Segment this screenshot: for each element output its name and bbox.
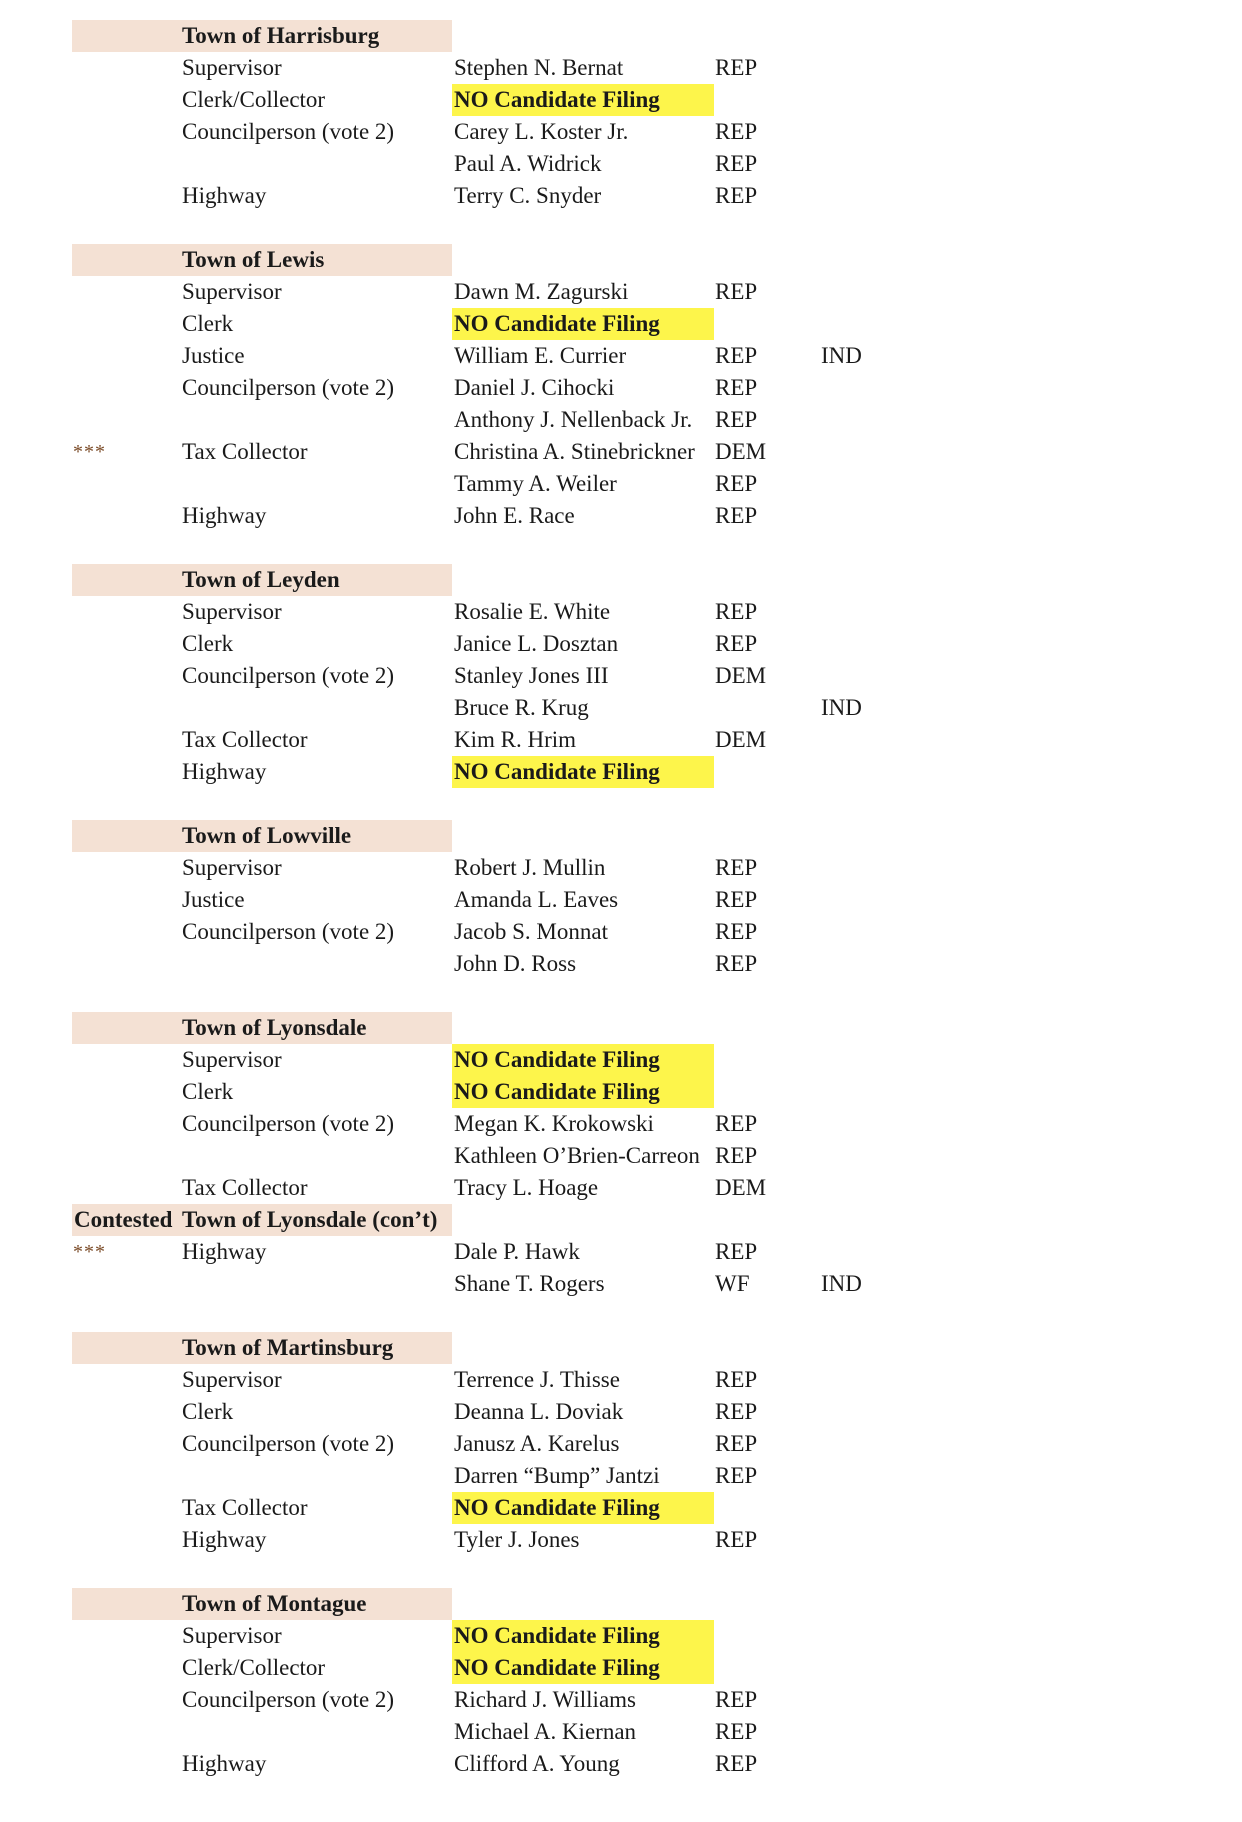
office-label: Highway xyxy=(182,759,267,784)
candidate-row xyxy=(0,1140,1242,1172)
candidate-name: Richard J. Williams xyxy=(454,1687,636,1712)
party-secondary: IND xyxy=(821,695,862,720)
candidate-row xyxy=(0,1428,1242,1460)
town-title: Town of Lewis xyxy=(182,247,325,272)
candidate-name: Jacob S. Monnat xyxy=(454,919,608,944)
party-primary: REP xyxy=(715,1751,758,1776)
candidate-name: John E. Race xyxy=(454,503,575,528)
candidate-name: Janice L. Dosztan xyxy=(454,631,619,656)
candidate-row xyxy=(0,724,1242,756)
town-title: Town of Martinsburg xyxy=(182,1335,394,1360)
town-title: Town of Harrisburg xyxy=(182,23,380,48)
town-title: Town of Montague xyxy=(182,1591,367,1616)
candidate-name: Tracy L. Hoage xyxy=(454,1175,599,1200)
candidate-list xyxy=(0,20,1242,1780)
office-label: Justice xyxy=(182,887,245,912)
candidate-name: Kim R. Hrim xyxy=(454,727,577,752)
party-primary: REP xyxy=(715,55,758,80)
town-header-row xyxy=(0,820,1242,852)
candidate-row xyxy=(0,1748,1242,1780)
office-label: Tax Collector xyxy=(182,1495,308,1520)
candidate-name: Anthony J. Nellenback Jr. xyxy=(454,407,693,432)
town-title: Town of Leyden xyxy=(182,567,340,592)
office-label: Clerk/Collector xyxy=(182,1655,326,1680)
candidate-row xyxy=(0,852,1242,884)
office-label: Supervisor xyxy=(182,1047,282,1072)
contested-label: Contested xyxy=(74,1207,173,1232)
candidate-row xyxy=(0,1620,1242,1652)
contest-marker: *** xyxy=(73,441,106,463)
candidate-name: Megan K. Krokowski xyxy=(454,1111,654,1136)
office-label: Clerk xyxy=(182,1079,234,1104)
party-primary: REP xyxy=(715,1111,758,1136)
office-label: Supervisor xyxy=(182,855,282,880)
candidate-name: Christina A. Stinebrickner xyxy=(454,439,695,464)
candidate-row xyxy=(0,148,1242,180)
candidate-row xyxy=(0,1108,1242,1140)
candidate-name: Janusz A. Karelus xyxy=(454,1431,620,1456)
office-label: Councilperson (vote 2) xyxy=(182,1687,395,1712)
candidate-row xyxy=(0,84,1242,116)
contested-header-row xyxy=(0,1204,1242,1236)
candidate-row xyxy=(0,372,1242,404)
party-primary: REP xyxy=(715,279,758,304)
candidate-name: Clifford A. Young xyxy=(454,1751,620,1776)
candidate-row xyxy=(0,756,1242,788)
no-candidate-highlight: NO Candidate Filing xyxy=(452,1652,714,1684)
party-primary: DEM xyxy=(715,663,767,688)
office-label: Councilperson (vote 2) xyxy=(182,663,395,688)
party-primary: DEM xyxy=(715,1175,767,1200)
candidate-row xyxy=(0,436,1242,468)
candidate-row xyxy=(0,1524,1242,1556)
party-primary: REP xyxy=(715,1143,758,1168)
candidate-name: Terry C. Snyder xyxy=(454,183,602,208)
office-label: Highway xyxy=(182,1751,267,1776)
no-candidate-highlight: NO Candidate Filing xyxy=(452,756,714,788)
party-primary: REP xyxy=(715,1463,758,1488)
office-label: Supervisor xyxy=(182,279,282,304)
candidate-row xyxy=(0,1460,1242,1492)
candidate-name: Stephen N. Bernat xyxy=(454,55,624,80)
candidate-name: Terrence J. Thisse xyxy=(454,1367,620,1392)
candidate-row xyxy=(0,404,1242,436)
office-label: Tax Collector xyxy=(182,1175,308,1200)
office-label: Supervisor xyxy=(182,1623,282,1648)
candidate-name: Darren “Bump” Jantzi xyxy=(454,1463,660,1488)
candidate-row xyxy=(0,1396,1242,1428)
town-title: Town of Lyonsdale xyxy=(182,1015,367,1040)
candidate-name: Rosalie E. White xyxy=(454,599,611,624)
party-primary: REP xyxy=(715,119,758,144)
office-label: Supervisor xyxy=(182,599,282,624)
candidate-name: Dawn M. Zagurski xyxy=(454,279,629,304)
candidate-row xyxy=(0,308,1242,340)
candidate-name: John D. Ross xyxy=(454,951,577,976)
candidate-row xyxy=(0,1044,1242,1076)
spacer-row xyxy=(0,980,1242,1012)
office-label: Highway xyxy=(182,503,267,528)
town-header-row xyxy=(0,244,1242,276)
candidate-row xyxy=(0,692,1242,724)
office-label: Councilperson (vote 2) xyxy=(182,119,395,144)
office-label: Councilperson (vote 2) xyxy=(182,919,395,944)
candidate-name: Stanley Jones III xyxy=(454,663,609,688)
spacer-row xyxy=(0,212,1242,244)
town-header-row xyxy=(0,564,1242,596)
spacer-row xyxy=(0,1300,1242,1332)
party-primary: REP xyxy=(715,855,758,880)
spacer-row xyxy=(0,1556,1242,1588)
party-primary: REP xyxy=(715,599,758,624)
candidate-name: William E. Currier xyxy=(454,343,627,368)
candidate-name: Robert J. Mullin xyxy=(454,855,606,880)
town-title: Town of Lyonsdale (con’t) xyxy=(182,1207,438,1232)
no-candidate-highlight: NO Candidate Filing xyxy=(452,308,714,340)
contest-marker: *** xyxy=(73,1241,106,1263)
party-primary: WF xyxy=(715,1271,750,1296)
candidate-row xyxy=(0,660,1242,692)
office-label: Clerk xyxy=(182,631,234,656)
office-label: Clerk xyxy=(182,311,234,336)
party-primary: REP xyxy=(715,343,758,368)
candidate-row xyxy=(0,180,1242,212)
office-label: Councilperson (vote 2) xyxy=(182,1111,395,1136)
no-candidate-highlight: NO Candidate Filing xyxy=(452,1492,714,1524)
party-primary: REP xyxy=(715,919,758,944)
office-label: Highway xyxy=(182,183,267,208)
candidate-row xyxy=(0,1076,1242,1108)
office-label: Councilperson (vote 2) xyxy=(182,1431,395,1456)
party-primary: REP xyxy=(715,151,758,176)
party-primary: REP xyxy=(715,1527,758,1552)
candidate-row xyxy=(0,276,1242,308)
candidate-row xyxy=(0,1716,1242,1748)
candidate-row xyxy=(0,340,1242,372)
candidate-name: Paul A. Widrick xyxy=(454,151,602,176)
no-candidate-highlight: NO Candidate Filing xyxy=(452,1044,714,1076)
no-candidate-highlight: NO Candidate Filing xyxy=(452,1620,714,1652)
town-header-row xyxy=(0,1332,1242,1364)
candidate-row xyxy=(0,1684,1242,1716)
candidate-row xyxy=(0,1492,1242,1524)
candidate-name: Michael A. Kiernan xyxy=(454,1719,637,1744)
candidate-row xyxy=(0,1172,1242,1204)
party-primary: DEM xyxy=(715,727,767,752)
candidate-row xyxy=(0,500,1242,532)
party-primary: REP xyxy=(715,1367,758,1392)
office-label: Councilperson (vote 2) xyxy=(182,375,395,400)
town-header-row xyxy=(0,20,1242,52)
candidate-name: Shane T. Rogers xyxy=(454,1271,605,1296)
party-primary: REP xyxy=(715,375,758,400)
no-candidate-highlight: NO Candidate Filing xyxy=(452,1076,714,1108)
office-label: Supervisor xyxy=(182,55,282,80)
town-header-row xyxy=(0,1588,1242,1620)
party-primary: REP xyxy=(715,631,758,656)
candidate-name: Tyler J. Jones xyxy=(454,1527,580,1552)
candidate-name: Tammy A. Weiler xyxy=(454,471,617,496)
candidate-row xyxy=(0,116,1242,148)
party-primary: REP xyxy=(715,1399,758,1424)
office-label: Clerk xyxy=(182,1399,234,1424)
town-header-row xyxy=(0,1012,1242,1044)
candidate-name: Bruce R. Krug xyxy=(454,695,589,720)
spacer-row xyxy=(0,532,1242,564)
candidate-row xyxy=(0,52,1242,84)
party-secondary: IND xyxy=(821,343,862,368)
party-primary: DEM xyxy=(715,439,767,464)
candidate-row xyxy=(0,628,1242,660)
town-title: Town of Lowville xyxy=(182,823,352,848)
candidate-row xyxy=(0,916,1242,948)
candidate-name: Amanda L. Eaves xyxy=(454,887,619,912)
office-label: Supervisor xyxy=(182,1367,282,1392)
office-label: Highway xyxy=(182,1239,267,1264)
party-primary: REP xyxy=(715,1431,758,1456)
candidate-name: Daniel J. Cihocki xyxy=(454,375,615,400)
candidate-row xyxy=(0,1268,1242,1300)
party-primary: REP xyxy=(715,1239,758,1264)
spacer-row xyxy=(0,788,1242,820)
office-label: Highway xyxy=(182,1527,267,1552)
party-primary: REP xyxy=(715,471,758,496)
office-label: Tax Collector xyxy=(182,439,308,464)
candidate-row xyxy=(0,884,1242,916)
candidate-row xyxy=(0,468,1242,500)
party-primary: REP xyxy=(715,1719,758,1744)
party-primary: REP xyxy=(715,407,758,432)
candidate-name: Dale P. Hawk xyxy=(454,1239,580,1264)
office-label: Clerk/Collector xyxy=(182,87,326,112)
party-primary: REP xyxy=(715,887,758,912)
party-primary: REP xyxy=(715,183,758,208)
party-secondary: IND xyxy=(821,1271,862,1296)
candidate-name: Deanna L. Doviak xyxy=(454,1399,624,1424)
candidate-name: Carey L. Koster Jr. xyxy=(454,119,629,144)
candidate-row xyxy=(0,1364,1242,1396)
office-label: Justice xyxy=(182,343,245,368)
party-primary: REP xyxy=(715,503,758,528)
party-primary: REP xyxy=(715,951,758,976)
no-candidate-highlight: NO Candidate Filing xyxy=(452,84,714,116)
office-label: Tax Collector xyxy=(182,727,308,752)
candidate-name: Kathleen O’Brien-Carreon xyxy=(454,1143,700,1168)
candidate-row xyxy=(0,1236,1242,1268)
candidate-row xyxy=(0,1652,1242,1684)
candidate-row xyxy=(0,596,1242,628)
party-primary: REP xyxy=(715,1687,758,1712)
candidate-row xyxy=(0,948,1242,980)
